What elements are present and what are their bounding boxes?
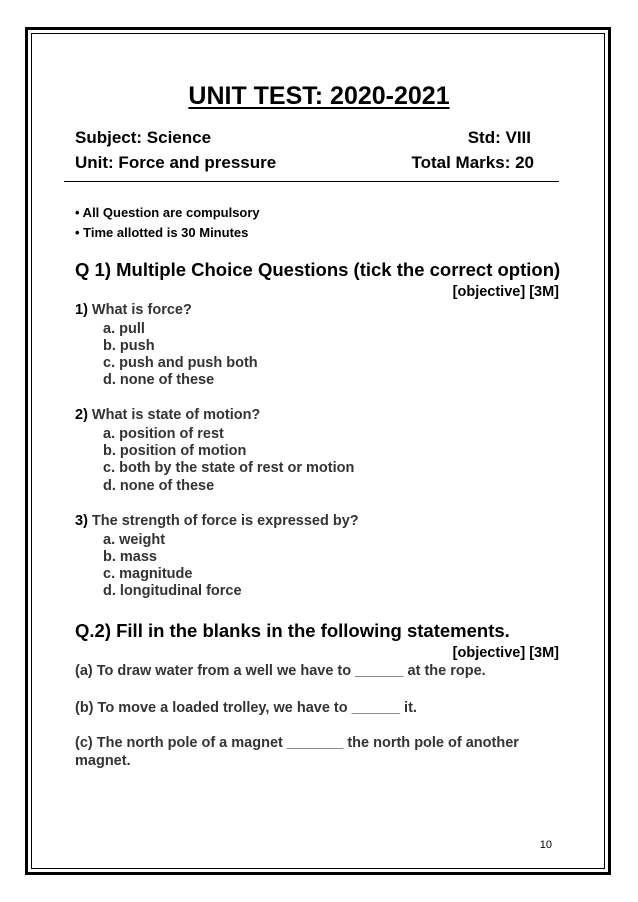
q2-tag: [objective] [3M] — [452, 645, 559, 661]
option-item: d. longitudinal force — [103, 583, 242, 599]
question-body: What is force? — [87, 302, 192, 318]
fill-blank-item: (b) To move a loaded trolley, we have to ______ it. — [75, 700, 417, 716]
option-item: c. push and push both — [103, 355, 258, 371]
q2-heading: Q.2) Fill in the blanks in the following statements. — [75, 620, 510, 641]
option-item: d. none of these — [103, 372, 215, 388]
question-body: What is state of motion? — [87, 407, 261, 423]
q1-tag: [objective] [3M] — [452, 284, 559, 300]
header-divider — [64, 181, 559, 182]
instruction-item: • All Question are compulsory — [75, 205, 260, 220]
option-item: c. both by the state of rest or motion — [103, 460, 355, 476]
q1-heading: Q 1) Multiple Choice Questions (tick the correct option) — [75, 259, 561, 280]
fill-blank-item: (c) The north pole of a magnet _______ the north pole of another magnet. — [75, 735, 519, 769]
unit-label: Unit: Force and pressure — [75, 153, 277, 172]
question-number: 1) — [75, 302, 88, 318]
question-text — [75, 302, 192, 318]
question-text — [75, 407, 260, 423]
test-title: UNIT TEST: 2020-2021 — [188, 82, 450, 110]
option-item: a. weight — [103, 532, 166, 548]
option-item: b. push — [103, 338, 155, 354]
option-item: c. magnitude — [103, 566, 193, 582]
question-text — [75, 513, 359, 529]
total-marks-label: Total Marks: 20 — [411, 153, 534, 172]
option-item: d. none of these — [103, 478, 215, 494]
page-number: 10 — [539, 839, 552, 851]
option-item: a. pull — [103, 321, 145, 337]
question-number: 3) — [75, 513, 88, 529]
option-item: a. position of rest — [103, 426, 224, 442]
option-item: b. position of motion — [103, 443, 247, 459]
question-body: The strength of force is expressed by? — [87, 513, 359, 529]
fill-blank-item: (a) To draw water from a well we have to ______ at the rope. — [75, 663, 486, 679]
instruction-item: • Time allotted is 30 Minutes — [75, 225, 249, 240]
std-label: Std: VIII — [467, 128, 531, 147]
question-number: 2) — [75, 407, 88, 423]
option-item: b. mass — [103, 549, 157, 565]
subject-label: Subject: Science — [75, 128, 212, 147]
